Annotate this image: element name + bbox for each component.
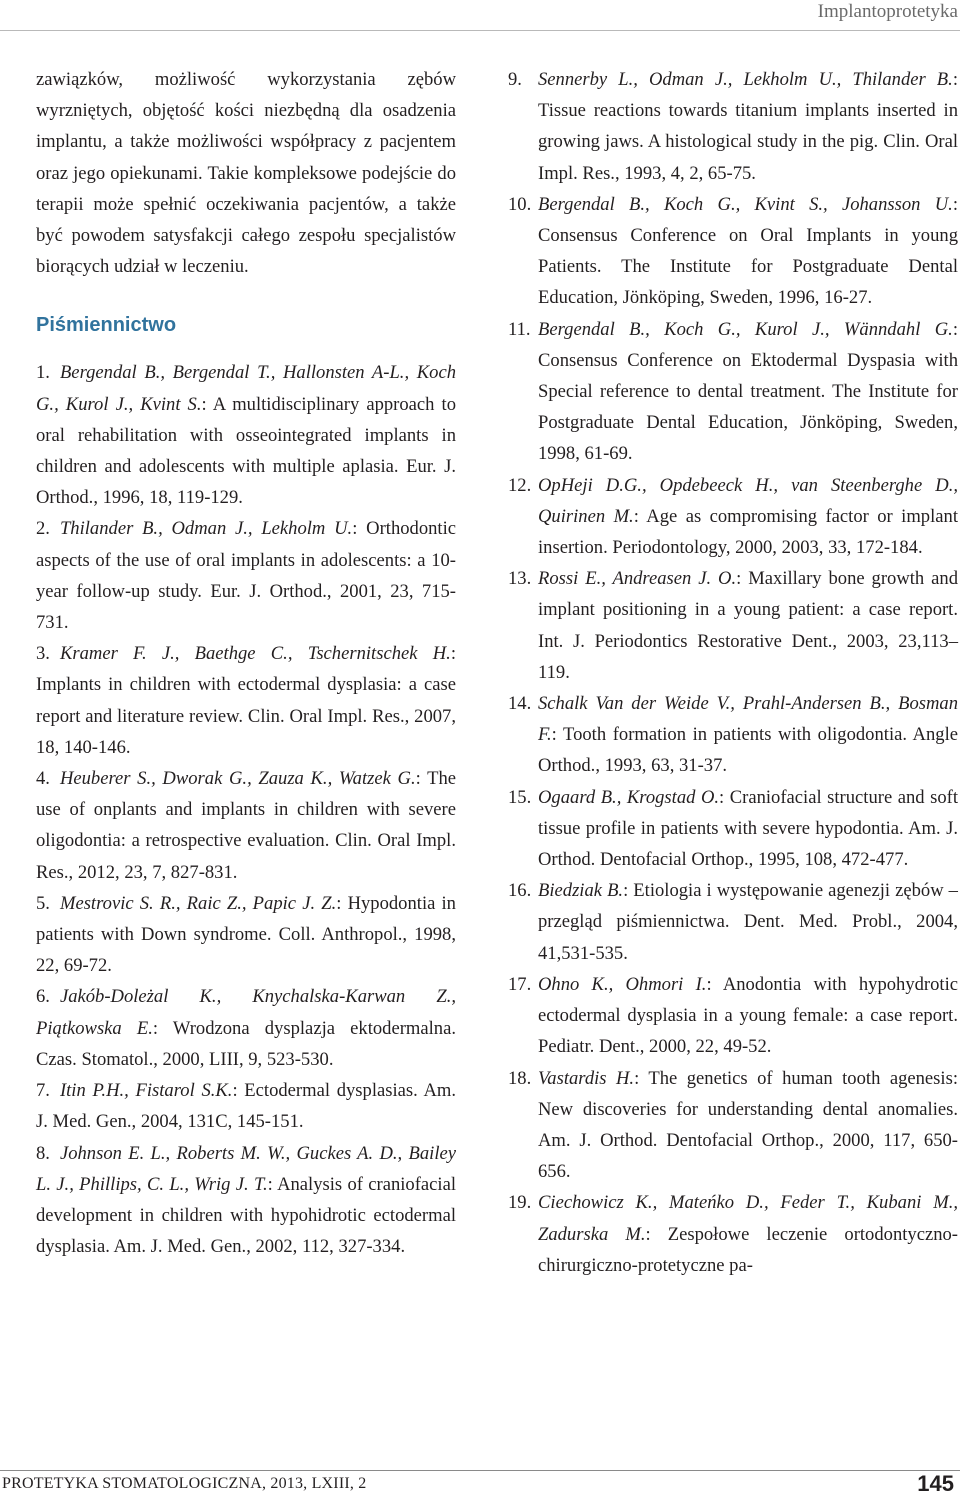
reference-item bbox=[508, 688, 958, 782]
reference-citation: : Anodontia with hypohydrotic ectodermal dysplasia in a young female: a case report. Pediatr. Dent., 2000, 22, 49-52. bbox=[538, 973, 959, 1058]
reference-authors: Mestrovic S. R., Raic Z., Papic J. Z. bbox=[59, 892, 337, 914]
reference-citation: : Wrodzona dysplazja ektodermalna. Czas. Stomatol., 2000, LIII, 9, 523-530. bbox=[36, 1017, 456, 1070]
reference-citation: : Hypodontia in patients with Down syndrome. Coll. Anthropol., 1998, 22, 69-72. bbox=[36, 892, 456, 977]
running-header bbox=[0, 0, 960, 31]
reference-citation: : Tissue reactions towards titanium implants inserted in growing jaws. A histological study in the pig. Clin. Oral Impl. Res., 1993, 4, 2, 65-75. bbox=[538, 69, 958, 184]
reference-item bbox=[508, 875, 958, 969]
reference-citation: : Ectodermal dysplasias. Am. J. Med. Gen., 2004, 131C, 145-151. bbox=[36, 1080, 456, 1133]
reference-authors: Schalk Van der Weide V., Prahl-Andersen B., Bosman F. bbox=[538, 693, 958, 746]
reference-citation: : A multidisciplinary approach to oral rehabilitation with osseointegrated implants in children and adolescents with multiple aplasia. Eur. J. Orthod., 1996, 18, 119-129. bbox=[36, 393, 456, 509]
reference-item bbox=[36, 888, 456, 982]
reference-item bbox=[36, 981, 456, 1075]
reference-item bbox=[508, 470, 958, 564]
reference-item bbox=[508, 563, 958, 688]
reference-number: 19. bbox=[508, 1192, 532, 1214]
left-column bbox=[36, 64, 456, 1262]
reference-authors: Vastardis H. bbox=[538, 1067, 635, 1089]
reference-authors: Rossi E., Andreasen J. O. bbox=[538, 568, 737, 590]
reference-number: 14. bbox=[508, 693, 532, 715]
reference-item bbox=[508, 969, 958, 1063]
reference-number: 1. bbox=[36, 362, 50, 384]
reference-item bbox=[36, 357, 456, 513]
reference-authors: Itin P.H., Fistarol S.K. bbox=[59, 1080, 233, 1102]
reference-item bbox=[508, 782, 958, 876]
reference-citation: : Tooth formation in patients with oligodontia. Angle Orthod., 1993, 63, 31-37. bbox=[538, 724, 958, 777]
reference-authors: Bergendal B., Koch G., Kvint S., Johansson U. bbox=[538, 193, 953, 215]
reference-citation: : Zespołowe leczenie ortodontyczno-chirurgiczno-protetyczne pa- bbox=[538, 1223, 958, 1276]
reference-citation: : The genetics of human tooth agenesis: New discoveries for understanding dental anomalies. Am. J. Orthod. Dentofacial Orthop., 2000, 117, 650-656. bbox=[538, 1067, 958, 1183]
reference-authors: Heuberer S., Dworak G., Zauza K., Watzek G. bbox=[59, 768, 416, 790]
reference-number: 17. bbox=[508, 973, 532, 995]
reference-citation: : Craniofacial structure and soft tissue profile in patients with severe hypodontia. Am. J. Orthod. Dentofacial Orthop., 1995, 108, 472-477. bbox=[538, 786, 959, 871]
reference-citation: : Orthodontic aspects of the use of oral implants in adolescents: a 10-year follow-up study. Eur. J. Orthod., 2001, 23, 715-731. bbox=[36, 518, 457, 634]
reference-authors: Thilander B., Odman J., Lekholm U. bbox=[59, 518, 353, 540]
reference-authors: Bergendal B., Koch G., Kurol J., Wänndahl G. bbox=[538, 318, 953, 340]
reference-citation: : Consensus Conference on Oral Implants in young Patients. The Institute for Postgraduate Dental Education, Jönköping, Sweden, 1996, 16-27. bbox=[538, 193, 958, 309]
page-number: 145 bbox=[917, 1471, 954, 1496]
reference-number: 6. bbox=[36, 986, 50, 1008]
reference-authors: Sennerby L., Odman J., Lekholm U., Thilander B. bbox=[538, 69, 953, 90]
reference-authors: Johnson E. L., Roberts M. W., Guckes A. D., Bailey L. J., Phillips, C. L., Wrig J. T. bbox=[36, 1142, 456, 1195]
reference-authors: Bergendal B., Bergendal T., Hallonsten A-L., Koch G., Kurol J., Kvint S. bbox=[36, 362, 456, 415]
reference-citation: : Etiologia i występowanie agenezji zębów – przegląd piśmiennictwa. Dent. Med. Probl., 2004, 41,531-535. bbox=[538, 880, 958, 964]
reference-authors: Ohno K., Ohmori I. bbox=[538, 973, 707, 995]
reference-number: 5. bbox=[36, 892, 50, 914]
reference-citation: : Maxillary bone growth and implant positioning in a young patient: a case report. Int. J. Periodontics Restorative Dent., 2003, 23,113–119. bbox=[538, 568, 959, 683]
reference-item bbox=[508, 314, 958, 470]
reference-authors: Jakób-Doleżal K., Knychalska-Karwan Z., Piątkowska E. bbox=[36, 986, 456, 1039]
reference-citation: : Analysis of craniofacial development in children with hypohidrotic ectodermal dysplasia. Am. J. Med. Gen., 2002, 112, 327-334. bbox=[36, 1173, 456, 1258]
reference-number: 18. bbox=[508, 1067, 532, 1089]
reference-item bbox=[36, 638, 456, 763]
header-title: Implantoprotetyka bbox=[817, 1, 958, 22]
reference-authors: Ciechowicz K., Mateńko D., Feder T., Kubani M., Zadurska M. bbox=[538, 1192, 958, 1245]
reference-number: 15. bbox=[508, 786, 532, 808]
reference-list-right bbox=[508, 64, 958, 1281]
reference-number: 16. bbox=[508, 880, 532, 902]
reference-citation: : Consensus Conference on Ektodermal Dyspasia with Special reference to dental treatment. The Institute for Postgraduate Dental Education, Jönköping, Sweden, 1998, 61-69. bbox=[538, 318, 958, 465]
reference-authors: Ogaard B., Krogstad O. bbox=[538, 786, 720, 808]
reference-number: 12. bbox=[508, 474, 532, 496]
reference-authors: Kramer F. J., Baethge C., Tschernitschek H. bbox=[59, 643, 451, 665]
intro-paragraph: zawiązków, możliwość wykorzystania zębów wyrzniętych, objętość kości niezbędną dla osadzenia implantu, a także możliwości współpracy z pacjentem oraz jego opiekunami. Takie kompleksowe podejście do terapii może spełnić oczekiwania pacjentów, a także być powodem satysfakcji całego zespołu specjalistów biorących udział w leczeniu. bbox=[36, 69, 456, 278]
reference-authors: OpHeji D.G., Opdebeeck H., van Steenberghe D., Quirinen M. bbox=[538, 474, 958, 527]
reference-number: 3. bbox=[36, 643, 50, 665]
reference-item bbox=[36, 513, 456, 638]
reference-item bbox=[36, 1075, 456, 1137]
reference-number: 11. bbox=[508, 318, 531, 340]
reference-citation: : Age as compromising factor or implant insertion. Periodontology, 2000, 2003, 33, 172-184. bbox=[538, 505, 958, 559]
reference-authors: Biedziak B. bbox=[538, 880, 624, 902]
reference-item bbox=[508, 189, 958, 314]
section-heading: Piśmiennictwo bbox=[36, 314, 177, 337]
running-footer bbox=[0, 1470, 960, 1499]
reference-item bbox=[508, 64, 958, 189]
reference-number: 8. bbox=[36, 1142, 50, 1164]
reference-number: 4. bbox=[36, 768, 50, 790]
reference-item bbox=[36, 1138, 456, 1263]
reference-item bbox=[508, 1063, 958, 1188]
reference-number: 13. bbox=[508, 568, 532, 590]
reference-list-left bbox=[36, 357, 456, 1262]
reference-number: 10. bbox=[508, 193, 532, 215]
reference-number: 9. bbox=[508, 69, 522, 90]
footer-journal: PROTETYKA STOMATOLOGICZNA, 2013, LXIII, 2 bbox=[2, 1475, 367, 1492]
reference-item bbox=[508, 1187, 958, 1281]
reference-citation: : Implants in children with ectodermal dysplasia: a case report and literature review. Clin. Oral Impl. Res., 2007, 18, 140-146. bbox=[36, 643, 456, 758]
reference-number: 2. bbox=[36, 518, 50, 540]
reference-item bbox=[36, 763, 456, 888]
reference-citation: : The use of onplants and implants in children with severe oligodontia: a retrospective evaluation. Clin. Oral Impl. Res., 2012, 23, 7, 827-831. bbox=[36, 768, 457, 883]
right-column bbox=[508, 64, 958, 1281]
reference-number: 7. bbox=[36, 1080, 50, 1102]
